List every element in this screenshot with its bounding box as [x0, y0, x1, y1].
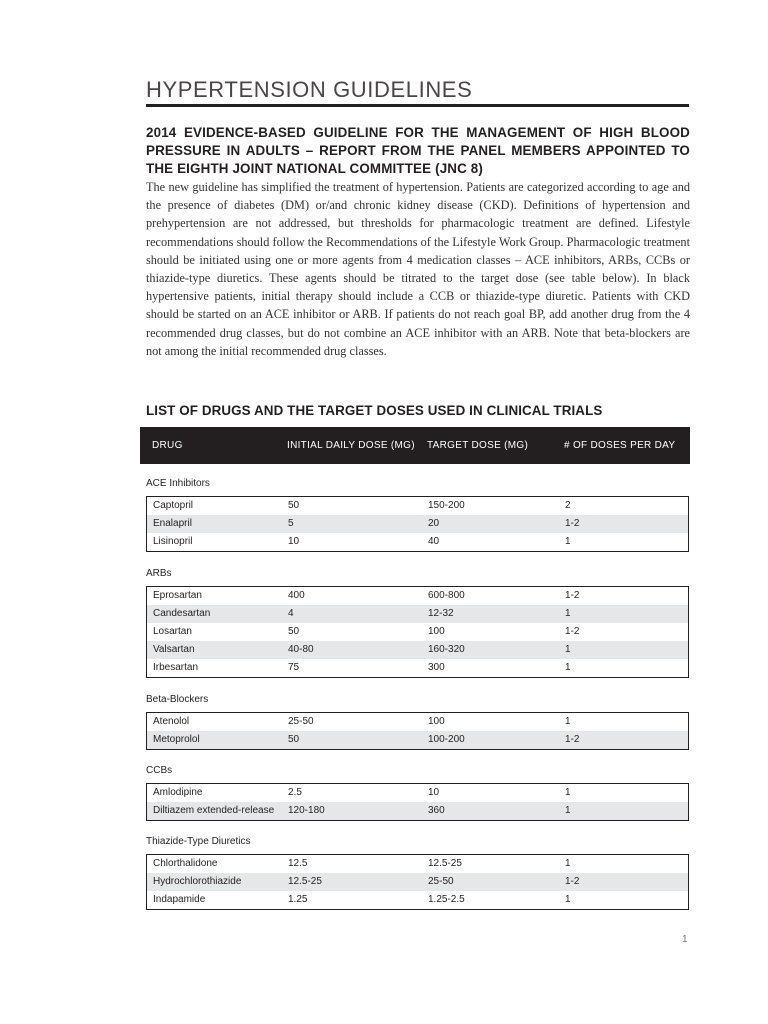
table-row	[147, 873, 688, 891]
initial-dose-cell: 50	[288, 626, 300, 637]
initial-dose-cell: 10	[288, 536, 300, 547]
initial-dose-cell: 5	[288, 518, 294, 529]
doses-per-day-cell: 1	[565, 805, 571, 816]
target-dose-cell: 100	[428, 626, 445, 637]
drug-name-cell: Captopril	[153, 500, 194, 511]
doses-per-day-cell: 1	[565, 608, 571, 619]
drug-name-cell: Hydrochlorothiazide	[153, 876, 242, 887]
target-dose-cell: 100	[428, 716, 445, 727]
group-table-ace-inhibitors	[146, 496, 689, 552]
table-row	[147, 587, 688, 605]
body-paragraph: The new guideline has simplified the treatment of hypertension. Patients are categorized according to age and the presence of diabetes (DM) or/and chronic kidney disease (CKD). Definitions of hypertension and prehypertension are not addressed, but thresholds for pharmacologic treatment are defined. Lifestyle recommendations should follow the Recommendations of the Lifestyle Work Group. Pharmacologic treatment should be initiated using one or more agents from 4 medication classes – ACE inhibitors, ARBs, CCBs or thiazide-type diuretics. These agents should be titrated to the target dose (see table below). In black hypertensive patients, initial therapy should include a CCB or thiazide-type diuretic. Patients with CKD should be started on an ACE inhibitor or ARB. If patients do not reach goal BP, add another drug from the 4 recommended drug classes, but do not combine an ACE inhibitor with an ARB. Note that beta-blockers are not among the initial recommended drug classes.	[146, 180, 690, 358]
title-rule	[146, 104, 689, 107]
doses-per-day-cell: 1	[565, 858, 571, 869]
table-header	[140, 427, 690, 464]
drug-name-cell: Eprosartan	[153, 590, 202, 601]
target-dose-cell: 100-200	[428, 734, 465, 745]
guideline-heading: 2014 EVIDENCE-BASED GUIDELINE FOR THE MANAGEMENT OF HIGH BLOOD PRESSURE IN ADULTS – REPORT FROM THE PANEL MEMBERS APPOINTED TO THE EIGHTH JOINT NATIONAL COMMITTEE (JNC 8)	[146, 125, 690, 176]
initial-dose-cell: 400	[288, 590, 305, 601]
drug-name-cell: Candesartan	[153, 608, 211, 619]
column-header-target-dose: TARGET DOSE (MG)	[427, 440, 529, 451]
initial-dose-cell: 50	[288, 500, 300, 511]
doses-per-day-cell: 1	[565, 536, 571, 547]
table-row	[147, 515, 688, 533]
doses-per-day-cell: 1-2	[565, 626, 580, 637]
drug-name-cell: Amlodipine	[153, 787, 203, 798]
drug-name-cell: Atenolol	[153, 716, 190, 727]
table-row	[147, 713, 688, 731]
drug-name-cell: Valsartan	[153, 644, 195, 655]
table-row	[147, 855, 688, 873]
doses-per-day-cell: 2	[565, 500, 571, 511]
initial-dose-cell: 50	[288, 734, 300, 745]
drug-name-cell: Indapamide	[153, 894, 206, 905]
group-label-ccbs: CCBs	[146, 765, 173, 776]
column-header-initial-dose: INITIAL DAILY DOSE (MG)	[287, 440, 415, 451]
initial-dose-cell: 25-50	[288, 716, 314, 727]
initial-dose-cell: 12.5-25	[288, 876, 322, 887]
table-row	[147, 659, 688, 677]
target-dose-cell: 12.5-25	[428, 858, 462, 869]
table-row	[147, 891, 688, 909]
target-dose-cell: 12-32	[428, 608, 454, 619]
target-dose-cell: 300	[428, 662, 445, 673]
group-table-ccbs	[146, 783, 689, 821]
doses-per-day-cell: 1	[565, 716, 571, 727]
target-dose-cell: 160-320	[428, 644, 465, 655]
doses-per-day-cell: 1	[565, 894, 571, 905]
drug-name-cell: Enalapril	[153, 518, 192, 529]
doses-per-day-cell: 1	[565, 644, 571, 655]
doses-per-day-cell: 1-2	[565, 876, 580, 887]
drug-name-cell: Losartan	[153, 626, 192, 637]
group-label-arbs: ARBs	[146, 568, 172, 579]
group-label-thiazide-diuretics: Thiazide-Type Diuretics	[146, 836, 251, 847]
target-dose-cell: 600-800	[428, 590, 465, 601]
table-row	[147, 497, 688, 515]
target-dose-cell: 360	[428, 805, 445, 816]
initial-dose-cell: 12.5	[288, 858, 308, 869]
table-heading: LIST OF DRUGS AND THE TARGET DOSES USED IN CLINICAL TRIALS	[146, 403, 603, 418]
initial-dose-cell: 4	[288, 608, 294, 619]
doses-per-day-cell: 1	[565, 787, 571, 798]
initial-dose-cell: 120-180	[288, 805, 325, 816]
table-row	[147, 605, 688, 623]
target-dose-cell: 1.25-2.5	[428, 894, 465, 905]
page-number: 1	[682, 934, 688, 945]
doses-per-day-cell: 1-2	[565, 518, 580, 529]
drug-name-cell: Lisinopril	[153, 536, 193, 547]
doses-per-day-cell: 1-2	[565, 590, 580, 601]
drug-name-cell: Chlorthalidone	[153, 858, 218, 869]
target-dose-cell: 20	[428, 518, 440, 529]
group-table-thiazide-diuretics	[146, 854, 689, 910]
doses-per-day-cell: 1-2	[565, 734, 580, 745]
column-header-doses-per-day: # OF DOSES PER DAY	[564, 440, 676, 451]
drug-name-cell: Metoprolol	[153, 734, 200, 745]
column-header-drug: DRUG	[152, 440, 183, 451]
initial-dose-cell: 75	[288, 662, 300, 673]
table-row	[147, 784, 688, 802]
target-dose-cell: 25-50	[428, 876, 454, 887]
table-row	[147, 533, 688, 551]
group-label-ace-inhibitors: ACE Inhibitors	[146, 478, 210, 489]
page-title: HYPERTENSION GUIDELINES	[146, 77, 473, 102]
guideline-body	[146, 178, 690, 360]
drug-name-cell: Diltiazem extended-release	[153, 805, 275, 816]
initial-dose-cell: 40-80	[288, 644, 314, 655]
group-table-arbs	[146, 586, 689, 678]
drug-name-cell: Irbesartan	[153, 662, 199, 673]
target-dose-cell: 150-200	[428, 500, 465, 511]
target-dose-cell: 40	[428, 536, 440, 547]
target-dose-cell: 10	[428, 787, 440, 798]
initial-dose-cell: 1.25	[288, 894, 308, 905]
doses-per-day-cell: 1	[565, 662, 571, 673]
table-row	[147, 641, 688, 659]
table-row	[147, 623, 688, 641]
group-label-beta-blockers: Beta-Blockers	[146, 694, 209, 705]
initial-dose-cell: 2.5	[288, 787, 302, 798]
group-table-beta-blockers	[146, 712, 689, 750]
table-row	[147, 731, 688, 749]
table-row	[147, 802, 688, 820]
